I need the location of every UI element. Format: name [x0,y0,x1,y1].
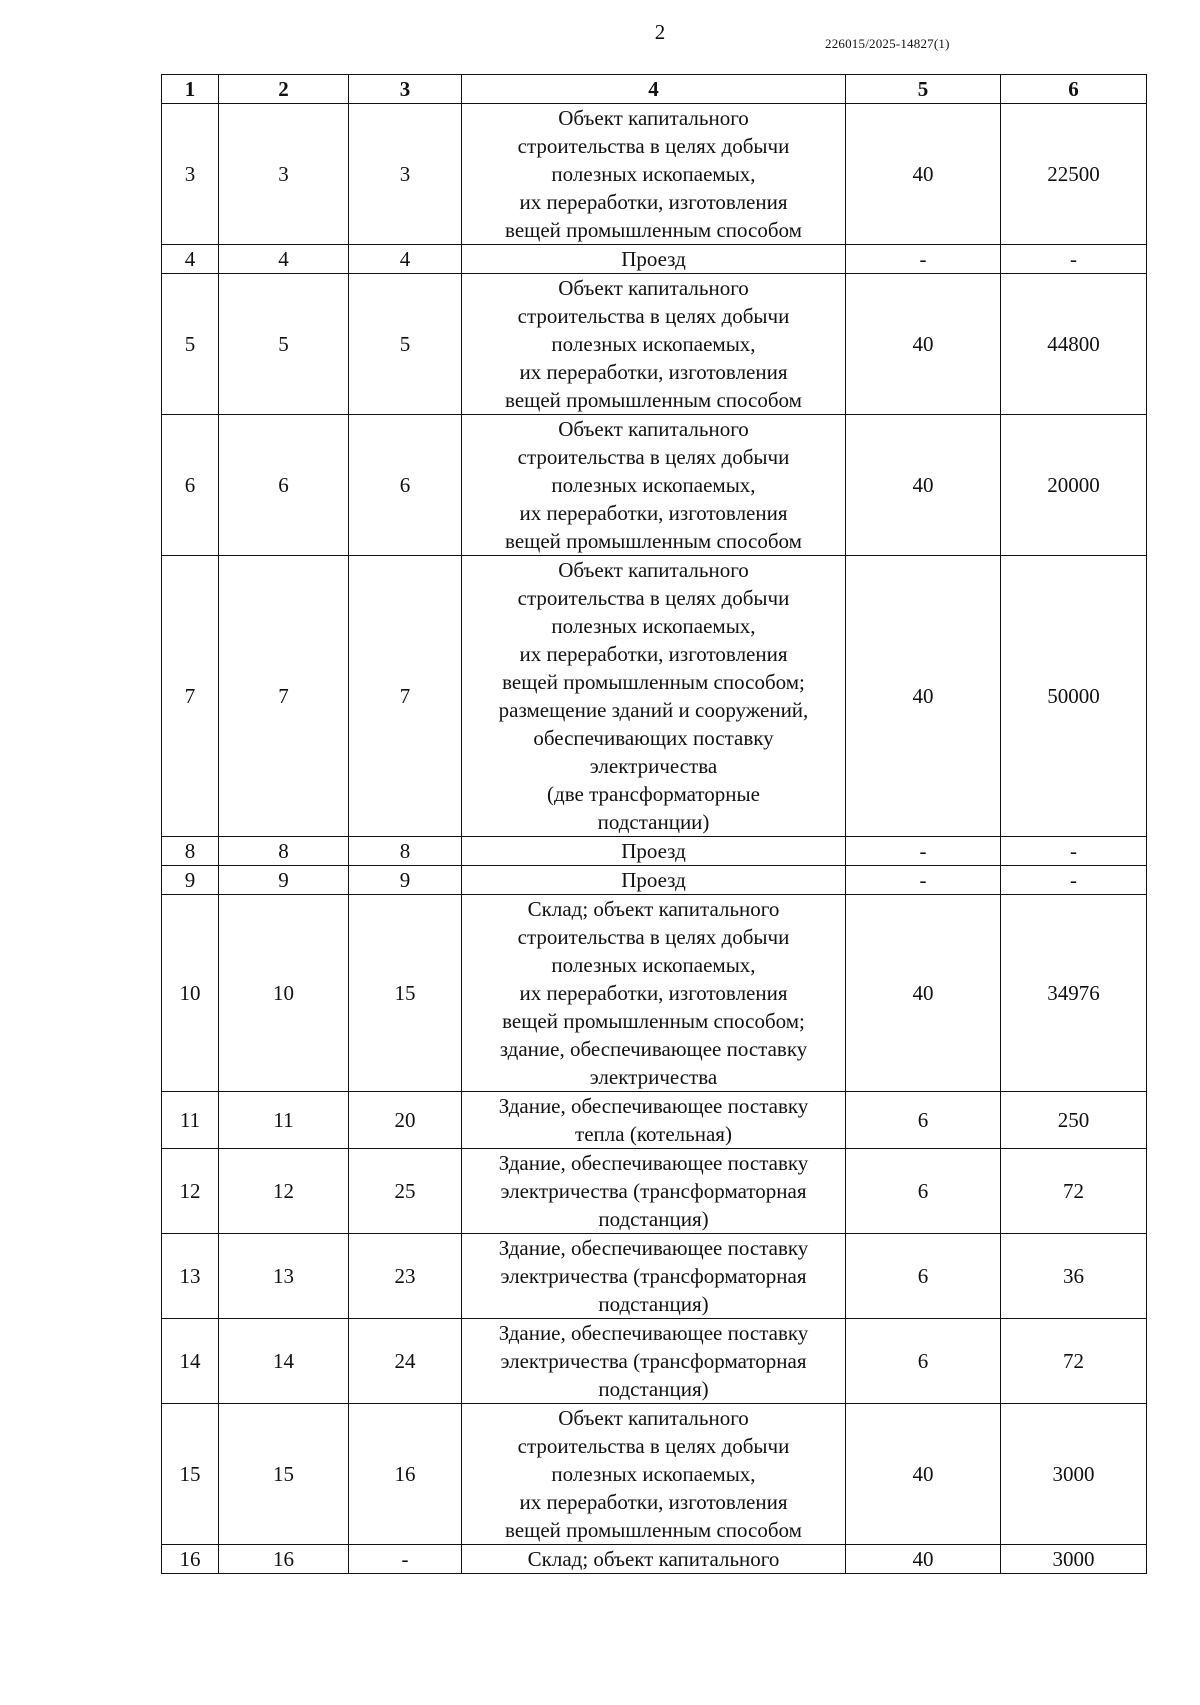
description-line: электричества [589,754,718,778]
table-row [162,837,1147,866]
document-reference: 226015/2025-14827(1) [825,36,950,51]
description-line: тепла (котельная) [575,1122,732,1146]
table-row [162,274,1147,415]
description-line: электричества (трансформаторная [500,1179,807,1203]
cell-col-5: - [846,245,1001,274]
cell-col-2: 6 [219,415,349,556]
description-line: строительства в целях добычи [517,134,790,158]
description-line: вещей промышленным способом [505,1518,802,1542]
cell-col-5: 40 [846,895,1001,1092]
description-line: их переработки, изготовления [519,1490,788,1514]
cell-col-2: 12 [219,1149,349,1234]
description-line: Здание, обеспечивающее поставку [498,1236,809,1260]
description-line: подстанция) [598,1377,709,1401]
column-header: 1 [162,75,219,104]
cell-col-2: 7 [219,556,349,837]
cell-col-1: 5 [162,274,219,415]
description-line: Склад; объект капитального [527,1547,780,1571]
cell-col-5: 40 [846,1545,1001,1574]
description-cell [462,556,846,837]
cell-col-1: 14 [162,1319,219,1404]
description-line: электричества (трансформаторная [500,1349,807,1373]
description-line: Проезд [621,868,686,892]
description-line: Проезд [621,247,686,271]
description-line: (две трансформаторные [547,782,760,806]
description-line: здание, обеспечивающее поставку [499,1037,808,1061]
description-line: электричества [589,1065,718,1089]
description-line: Здание, обеспечивающее поставку [498,1094,809,1118]
table-row [162,556,1147,837]
description-line: вещей промышленным способом [505,388,802,412]
cell-col-1: 16 [162,1545,219,1574]
table-body [162,104,1147,1574]
table-row [162,895,1147,1092]
table-header-row [162,75,1147,104]
cell-col-5: - [846,837,1001,866]
description-cell [462,1404,846,1545]
cell-col-6: 3000 [1001,1404,1147,1545]
description-line: Склад; объект капитального [527,897,780,921]
cell-col-6: 22500 [1001,104,1147,245]
cell-col-1: 9 [162,866,219,895]
cell-col-6: 3000 [1001,1545,1147,1574]
description-line: их переработки, изготовления [519,190,788,214]
cell-col-6: 44800 [1001,274,1147,415]
description-line: строительства в целях добычи [517,925,790,949]
cell-col-2: 3 [219,104,349,245]
cell-col-3: 6 [349,415,462,556]
cell-col-6: 50000 [1001,556,1147,837]
cell-col-6: 72 [1001,1319,1147,1404]
column-header: 5 [846,75,1001,104]
page-number: 2 [654,20,666,44]
cell-col-3: 7 [349,556,462,837]
description-line: вещей промышленным способом [505,529,802,553]
cell-col-2: 13 [219,1234,349,1319]
cell-col-2: 14 [219,1319,349,1404]
description-line: обеспечивающих поставку [533,726,774,750]
cell-col-1: 13 [162,1234,219,1319]
cell-col-2: 11 [219,1092,349,1149]
description-cell [462,837,846,866]
table-row [162,104,1147,245]
cell-col-6: - [1001,866,1147,895]
cell-col-1: 6 [162,415,219,556]
column-header: 4 [462,75,846,104]
description-line: полезных ископаемых, [551,332,756,356]
description-line: строительства в целях добычи [517,1434,790,1458]
cell-col-3: 16 [349,1404,462,1545]
description-cell [462,866,846,895]
description-line: размещение зданий и сооружений, [498,698,809,722]
cell-col-6: 250 [1001,1092,1147,1149]
cell-col-6: 72 [1001,1149,1147,1234]
table-row [162,1234,1147,1319]
description-line: их переработки, изготовления [519,360,788,384]
cell-col-3: 5 [349,274,462,415]
cell-col-2: 15 [219,1404,349,1545]
cell-col-5: 6 [846,1149,1001,1234]
cell-col-3: 4 [349,245,462,274]
cell-col-5: 6 [846,1092,1001,1149]
description-cell [462,895,846,1092]
description-line: вещей промышленным способом [505,218,802,242]
column-header: 3 [349,75,462,104]
cell-col-5: 40 [846,556,1001,837]
cell-col-3: 15 [349,895,462,1092]
description-line: Здание, обеспечивающее поставку [498,1321,809,1345]
cell-col-3: 9 [349,866,462,895]
cell-col-2: 5 [219,274,349,415]
description-line: Объект капитального [558,417,749,441]
table-row [162,866,1147,895]
cell-col-1: 4 [162,245,219,274]
table-row [162,1545,1147,1574]
description-cell [462,1092,846,1149]
description-line: Объект капитального [558,558,749,582]
cell-col-1: 7 [162,556,219,837]
cell-col-1: 10 [162,895,219,1092]
cell-col-2: 16 [219,1545,349,1574]
column-header: 2 [219,75,349,104]
cell-col-6: - [1001,837,1147,866]
cell-col-6: - [1001,245,1147,274]
cell-col-5: 40 [846,415,1001,556]
cell-col-5: 40 [846,274,1001,415]
cell-col-1: 11 [162,1092,219,1149]
cell-col-3: 24 [349,1319,462,1404]
cell-col-6: 34976 [1001,895,1147,1092]
description-cell [462,1234,846,1319]
description-line: полезных ископаемых, [551,614,756,638]
cell-col-1: 3 [162,104,219,245]
cell-col-3: 25 [349,1149,462,1234]
table-row [162,415,1147,556]
cell-col-5: 6 [846,1319,1001,1404]
cell-col-3: 3 [349,104,462,245]
description-line: Объект капитального [558,1406,749,1430]
description-cell [462,1545,846,1574]
table-row [162,1319,1147,1404]
description-line: электричества (трансформаторная [500,1264,807,1288]
cell-col-2: 4 [219,245,349,274]
column-header: 6 [1001,75,1147,104]
table-row [162,1149,1147,1234]
description-line: полезных ископаемых, [551,953,756,977]
cell-col-3: 8 [349,837,462,866]
description-line: Объект капитального [558,106,749,130]
description-cell [462,1149,846,1234]
description-line: полезных ископаемых, [551,473,756,497]
table-row [162,245,1147,274]
description-line: вещей промышленным способом; [502,670,805,694]
cell-col-6: 20000 [1001,415,1147,556]
description-line: их переработки, изготовления [519,642,788,666]
cell-col-1: 12 [162,1149,219,1234]
cell-col-2: 9 [219,866,349,895]
cell-col-1: 15 [162,1404,219,1545]
cell-col-1: 8 [162,837,219,866]
description-cell [462,274,846,415]
description-line: Объект капитального [558,276,749,300]
description-line: их переработки, изготовления [519,501,788,525]
table-row [162,1404,1147,1545]
description-cell [462,104,846,245]
description-line: полезных ископаемых, [551,1462,756,1486]
register-table [161,74,1147,1574]
description-line: Здание, обеспечивающее поставку [498,1151,809,1175]
description-cell [462,415,846,556]
cell-col-5: 40 [846,104,1001,245]
cell-col-5: - [846,866,1001,895]
cell-col-6: 36 [1001,1234,1147,1319]
table-row [162,1092,1147,1149]
description-line: вещей промышленным способом; [502,1009,805,1033]
description-line: полезных ископаемых, [551,162,756,186]
description-line: строительства в целях добычи [517,586,790,610]
description-line: их переработки, изготовления [519,981,788,1005]
cell-col-5: 6 [846,1234,1001,1319]
description-line: подстанция) [598,1207,709,1231]
cell-col-3: - [349,1545,462,1574]
cell-col-2: 8 [219,837,349,866]
cell-col-2: 10 [219,895,349,1092]
description-cell [462,1319,846,1404]
cell-col-3: 23 [349,1234,462,1319]
description-line: подстанции) [597,810,710,834]
cell-col-3: 20 [349,1092,462,1149]
description-line: строительства в целях добычи [517,304,790,328]
description-cell [462,245,846,274]
cell-col-5: 40 [846,1404,1001,1545]
description-line: Проезд [621,839,686,863]
description-line: строительства в целях добычи [517,445,790,469]
description-line: подстанция) [598,1292,709,1316]
